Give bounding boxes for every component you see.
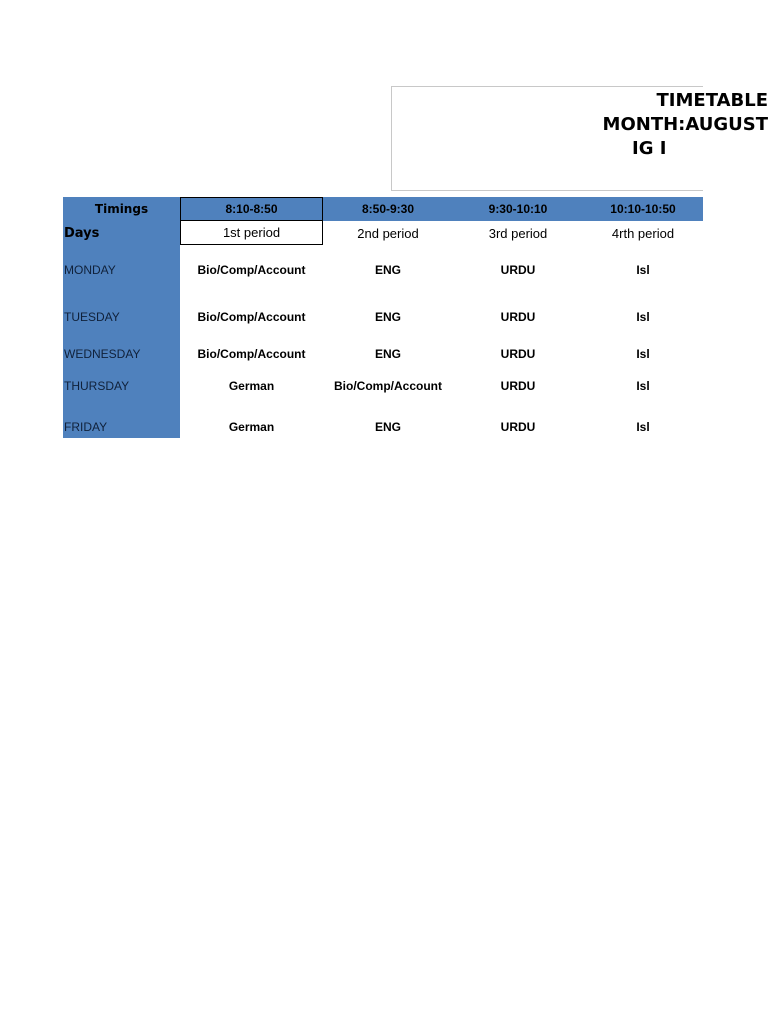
table-row	[63, 259, 703, 281]
subject-cell[interactable]: Bio/Comp/Account	[197, 263, 306, 277]
timing-cell[interactable]: 9:30-10:10	[488, 202, 548, 216]
day-cell[interactable]: FRIDAY	[63, 416, 180, 438]
day-cell[interactable]: TUESDAY	[63, 306, 180, 328]
title-line-month: MONTH:AUGUST	[602, 114, 768, 135]
period-cell[interactable]: 4rth period	[611, 225, 675, 241]
timing-cell[interactable]: 10:10-10:50	[610, 202, 676, 216]
subject-cell[interactable]: Isl	[636, 420, 650, 434]
subject-cell[interactable]: ENG	[374, 420, 401, 434]
table-row	[63, 375, 703, 397]
subject-cell[interactable]: URDU	[500, 379, 536, 393]
subject-cell[interactable]: Bio/Comp/Account	[197, 310, 306, 324]
subject-cell[interactable]: URDU	[500, 310, 536, 324]
subject-cell[interactable]: Isl	[636, 263, 650, 277]
subject-cell[interactable]: Bio/Comp/Account	[197, 347, 306, 361]
subject-cell[interactable]: Isl	[636, 347, 650, 361]
subject-cell[interactable]: URDU	[500, 263, 536, 277]
subject-cell[interactable]: URDU	[500, 347, 536, 361]
periods-header-row	[63, 221, 703, 245]
period-cell[interactable]: 1st period	[180, 221, 323, 245]
table-row	[63, 343, 703, 365]
title-line-class: IG I	[632, 138, 667, 159]
table-row	[63, 306, 703, 328]
subject-cell[interactable]: ENG	[374, 347, 401, 361]
subject-cell[interactable]: URDU	[500, 420, 536, 434]
table-row	[63, 416, 703, 438]
subject-cell[interactable]: ENG	[374, 263, 401, 277]
day-cell[interactable]: WEDNESDAY	[63, 343, 180, 365]
days-label: Days	[63, 221, 180, 245]
timing-cell[interactable]: 8:50-9:30	[361, 202, 415, 216]
timing-cell[interactable]: 8:10-8:50	[180, 197, 323, 221]
subject-cell[interactable]: Isl	[636, 379, 650, 393]
period-cell[interactable]: 2nd period	[357, 225, 419, 241]
title-line-timetable: TIMETABLE	[656, 90, 768, 111]
subject-cell[interactable]: ENG	[374, 310, 401, 324]
subject-cell[interactable]: German	[228, 379, 275, 393]
subject-cell[interactable]: Bio/Comp/Account	[334, 379, 442, 393]
subject-cell[interactable]: German	[228, 420, 275, 434]
timings-label: Timings	[94, 202, 149, 216]
day-cell[interactable]: THURSDAY	[63, 375, 180, 397]
subject-cell[interactable]: Isl	[636, 310, 650, 324]
period-cell[interactable]: 3rd period	[488, 225, 548, 241]
timings-header-row	[63, 197, 703, 221]
day-cell[interactable]: MONDAY	[63, 259, 180, 281]
